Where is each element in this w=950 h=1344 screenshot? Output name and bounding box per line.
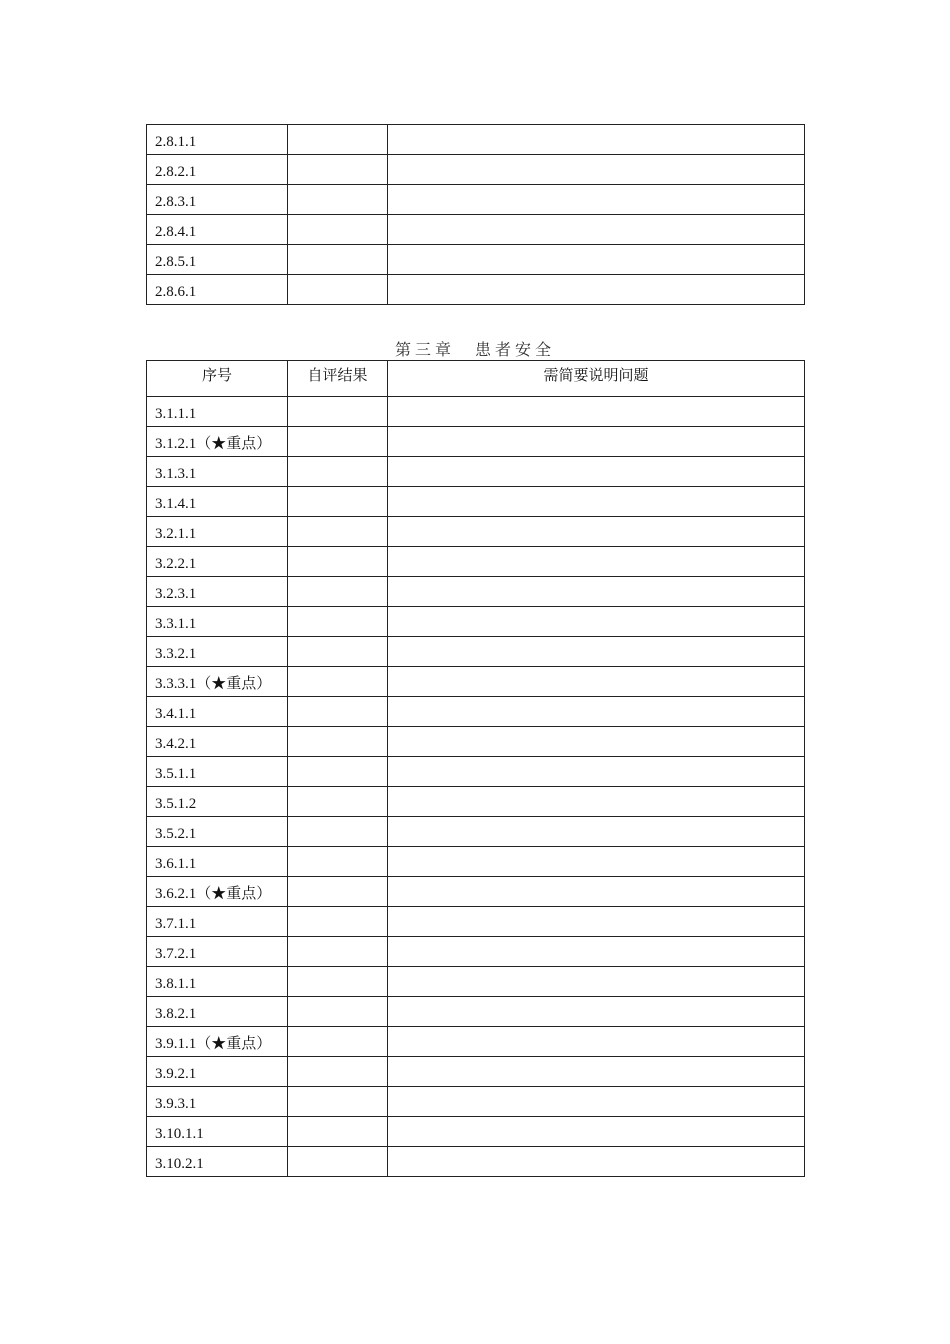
table-row [147, 517, 805, 547]
seq-cell: 3.7.2.1 [147, 937, 288, 967]
table-row [147, 697, 805, 727]
seq-cell: 2.8.3.1 [147, 185, 288, 215]
seq-cell: 2.8.1.1 [147, 125, 288, 155]
result-cell[interactable] [288, 997, 388, 1027]
table-row [147, 185, 805, 215]
issue-cell[interactable] [388, 427, 805, 457]
seq-cell: 3.3.2.1 [147, 637, 288, 667]
seq-cell: 3.10.1.1 [147, 1117, 288, 1147]
seq-cell: 3.2.1.1 [147, 517, 288, 547]
table-row [147, 1117, 805, 1147]
result-cell[interactable] [288, 817, 388, 847]
result-cell[interactable] [288, 667, 388, 697]
result-cell[interactable] [288, 877, 388, 907]
result-cell[interactable] [288, 727, 388, 757]
issue-cell[interactable] [388, 1147, 805, 1177]
seq-cell: 3.4.1.1 [147, 697, 288, 727]
seq-cell: 2.8.5.1 [147, 245, 288, 275]
issue-cell[interactable] [388, 517, 805, 547]
issue-cell[interactable] [388, 937, 805, 967]
table-row [147, 817, 805, 847]
table-row [147, 667, 805, 697]
issue-cell[interactable] [388, 577, 805, 607]
result-cell[interactable] [288, 907, 388, 937]
seq-cell: 3.1.2.1（★重点） [147, 427, 288, 457]
table-row [147, 487, 805, 517]
table-row [147, 547, 805, 577]
table-row [147, 1057, 805, 1087]
chapter-3-table [146, 360, 805, 1177]
issue-cell[interactable] [388, 847, 805, 877]
table-row [147, 1087, 805, 1117]
result-cell[interactable] [288, 125, 388, 155]
result-cell[interactable] [288, 245, 388, 275]
issue-cell[interactable] [388, 245, 805, 275]
result-cell[interactable] [288, 427, 388, 457]
result-cell[interactable] [288, 215, 388, 245]
result-cell[interactable] [288, 1027, 388, 1057]
table-row [147, 877, 805, 907]
table-row [147, 997, 805, 1027]
result-cell[interactable] [288, 185, 388, 215]
table-row [147, 125, 805, 155]
result-cell[interactable] [288, 787, 388, 817]
seq-cell: 3.2.3.1 [147, 577, 288, 607]
section-2-8-table-body [147, 125, 805, 305]
seq-cell: 3.9.1.1（★重点） [147, 1027, 288, 1057]
result-cell[interactable] [288, 1117, 388, 1147]
result-cell[interactable] [288, 397, 388, 427]
issue-cell[interactable] [388, 1057, 805, 1087]
seq-cell: 3.5.1.1 [147, 757, 288, 787]
issue-cell[interactable] [388, 757, 805, 787]
table-row [147, 787, 805, 817]
result-cell[interactable] [288, 607, 388, 637]
result-cell[interactable] [288, 487, 388, 517]
result-cell[interactable] [288, 847, 388, 877]
seq-cell: 2.8.4.1 [147, 215, 288, 245]
issue-cell[interactable] [388, 697, 805, 727]
issue-cell[interactable] [388, 125, 805, 155]
result-cell[interactable] [288, 517, 388, 547]
issue-cell[interactable] [388, 607, 805, 637]
seq-cell: 3.6.1.1 [147, 847, 288, 877]
result-cell[interactable] [288, 547, 388, 577]
issue-cell[interactable] [388, 787, 805, 817]
issue-cell[interactable] [388, 1117, 805, 1147]
table-row [147, 577, 805, 607]
seq-cell: 3.5.2.1 [147, 817, 288, 847]
issue-cell[interactable] [388, 1027, 805, 1057]
header-row [147, 361, 805, 397]
seq-cell: 3.2.2.1 [147, 547, 288, 577]
issue-cell[interactable] [388, 667, 805, 697]
table-row [147, 397, 805, 427]
issue-cell[interactable] [388, 967, 805, 997]
table-row [147, 967, 805, 997]
chapter-3-table-body [147, 397, 805, 1177]
table-row [147, 245, 805, 275]
seq-cell: 3.8.2.1 [147, 997, 288, 1027]
table-row [147, 215, 805, 245]
seq-cell: 3.9.2.1 [147, 1057, 288, 1087]
issue-cell[interactable] [388, 547, 805, 577]
issue-cell[interactable] [388, 1087, 805, 1117]
table-row [147, 1027, 805, 1057]
result-cell[interactable] [288, 1087, 388, 1117]
issue-cell[interactable] [388, 215, 805, 245]
issue-cell[interactable] [388, 457, 805, 487]
result-cell[interactable] [288, 577, 388, 607]
seq-cell: 3.9.3.1 [147, 1087, 288, 1117]
issue-cell[interactable] [388, 817, 805, 847]
seq-cell: 3.1.4.1 [147, 487, 288, 517]
table-row [147, 757, 805, 787]
section-2-8-table [146, 124, 805, 305]
table-row [147, 847, 805, 877]
result-cell[interactable] [288, 275, 388, 305]
header-issue: 需简要说明问题 [388, 361, 805, 397]
result-cell[interactable] [288, 937, 388, 967]
chapter-title: 第三章 患者安全 [394, 340, 555, 359]
result-cell[interactable] [288, 757, 388, 787]
table-row [147, 907, 805, 937]
header-seq: 序号 [147, 361, 288, 397]
seq-cell: 3.5.1.2 [147, 787, 288, 817]
seq-cell: 3.3.1.1 [147, 607, 288, 637]
header-result: 自评结果 [288, 361, 388, 397]
table-row [147, 275, 805, 305]
table-row [147, 1147, 805, 1177]
issue-cell[interactable] [388, 637, 805, 667]
result-cell[interactable] [288, 155, 388, 185]
seq-cell: 3.8.1.1 [147, 967, 288, 997]
result-cell[interactable] [288, 1147, 388, 1177]
result-cell[interactable] [288, 1057, 388, 1087]
issue-cell[interactable] [388, 397, 805, 427]
issue-cell[interactable] [388, 727, 805, 757]
seq-cell: 3.1.1.1 [147, 397, 288, 427]
result-cell[interactable] [288, 967, 388, 997]
seq-cell: 3.1.3.1 [147, 457, 288, 487]
table-row [147, 607, 805, 637]
table-row [147, 155, 805, 185]
seq-cell: 2.8.2.1 [147, 155, 288, 185]
table-row [147, 937, 805, 967]
table-row [147, 457, 805, 487]
result-cell[interactable] [288, 697, 388, 727]
result-cell[interactable] [288, 457, 388, 487]
issue-cell[interactable] [388, 155, 805, 185]
result-cell[interactable] [288, 637, 388, 667]
issue-cell[interactable] [388, 907, 805, 937]
seq-cell: 3.4.2.1 [147, 727, 288, 757]
seq-cell: 3.10.2.1 [147, 1147, 288, 1177]
seq-cell: 3.6.2.1（★重点） [147, 877, 288, 907]
issue-cell[interactable] [388, 877, 805, 907]
issue-cell[interactable] [388, 487, 805, 517]
issue-cell[interactable] [388, 275, 805, 305]
table-row [147, 427, 805, 457]
seq-cell: 2.8.6.1 [147, 275, 288, 305]
seq-cell: 3.7.1.1 [147, 907, 288, 937]
table-row [147, 727, 805, 757]
issue-cell[interactable] [388, 997, 805, 1027]
table-row [147, 637, 805, 667]
issue-cell[interactable] [388, 185, 805, 215]
seq-cell: 3.3.3.1（★重点） [147, 667, 288, 697]
